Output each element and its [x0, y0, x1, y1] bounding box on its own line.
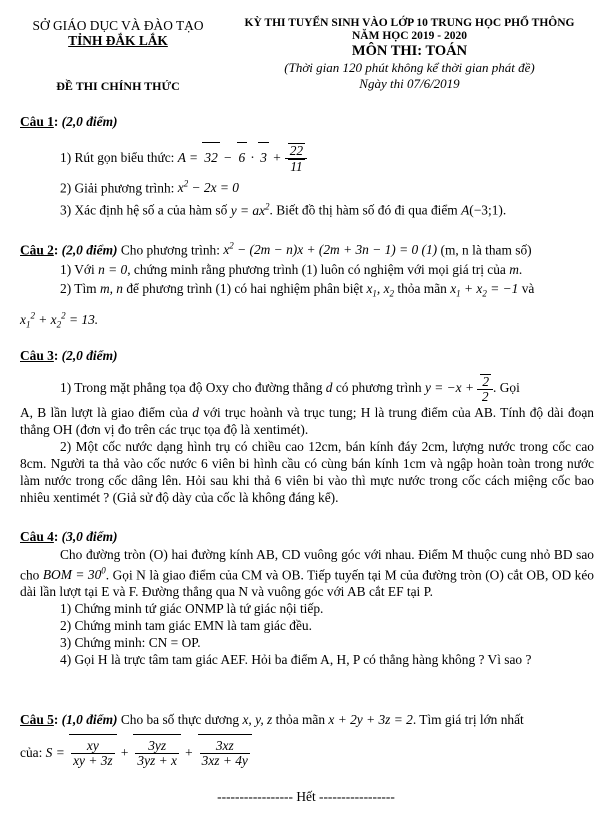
- question-5: [20, 711, 594, 770]
- q2-item-2: 2) Tìm m, n để phương trình (1) có hai nghiệm phân biệt $x_1$, $x_2$ thỏa mãn $x_1 + x_2 = -1$ và: [60, 281, 535, 300]
- question-2-title: Câu 2: [20, 242, 54, 258]
- q2-intro: Câu 2: (2,0 điểm) Cho phương trình: $x^2 - (2m - n)x + (2m + 3n - 1) = 0$ (1) (m, n là tham số): [20, 241, 532, 258]
- department-line-1: SỞ GIÁO DỤC VÀ ĐÀO TẠO: [32, 18, 204, 33]
- exam-date: Ngày thi 07/6/2019: [359, 76, 460, 91]
- q5-expression: của: S = $\frac{xy}{xy + 3z}$ + $\frac{3yz}{3yz + x}$ + $\frac{3xz}{3xz + 4y}$: [20, 734, 594, 770]
- q4-item-4: 4) Gọi H là trực tâm tam giác AEF. Hỏi ba điểm A, H, P có thẳng hàng không ? Vì sao ?: [60, 652, 532, 668]
- end-marker: ----------------- Hết -----------------: [217, 789, 395, 804]
- q1-item-2: 2) Giải phương trình: $x^2 - 2x = 0$: [60, 179, 239, 196]
- exam-header: [222, 17, 597, 92]
- official-label: ĐỀ THI CHÍNH THỨC: [56, 79, 180, 93]
- time-note: (Thời gian 120 phút không kể thời gian phát đề): [284, 60, 535, 75]
- q4-item-2: 2) Chứng minh tam giác EMN là tam giác đều.: [60, 618, 312, 634]
- question-1: Câu 1: (2,0 điểm) 1) Rút gọn biểu thức: A = 32 − 6 · 3 + $\frac{22}{11}$ 2) Giải phương trình: $x^2 - 2x = 0$ 3) Xác định hệ số a của hàm số $y = ax^2$. Biết đồ thị hàm số đó đi qua điểm A(−3;1).: [20, 113, 594, 219]
- question-3: Câu 3: (2,0 điểm) 1) Trong mặt phẳng tọa độ Oxy cho đường thẳng d có phương trình y = −x + $\frac{2}{2}$ . Gọi A, B lần lượt là giao điểm của d với trục hoành và trục tung; H là trung điểm của AB. Tính độ dài đoạn thẳng OH (đơn vị đo trên các trục tọa độ là xentimét). 2) Một cốc nước dạng hình trụ có chiều cao 12cm, bán kính đáy 2cm, lượng nước trong cốc cao 8cm. Người ta thả vào cốc nước 6 viên bi hình cầu có cùng bán kính 1cm và ngập hoàn toàn trong nước làm nước trong cốc dâng lên. Hỏi sau khi thả 6 viên bi vào thì mực nước trong cốc cách miệng cốc bao nhiêu xentimét ? (Giả sử độ dày của cốc là không đáng kể).: [20, 348, 594, 505]
- question-3-title: Câu 3: [20, 348, 54, 363]
- q1-equation: $x^2 - 2x = 0$: [177, 179, 239, 196]
- question-2: [20, 238, 594, 333]
- question-4-points: (3,0 điểm): [61, 529, 118, 544]
- subject-title: MÔN THI: TOÁN: [351, 43, 468, 59]
- question-2-points: (2,0 điểm): [61, 242, 118, 258]
- q3-item-2: 2) Một cốc nước dạng hình trụ có chiều cao 12cm, bán kính đáy 2cm, lượng nước trong cốc cao 8cm. Người ta thả vào cốc nước 6 viên bi hình cầu có cùng bán kính 1cm và ngập hoàn toàn trong nước làm nước trong cốc dâng lên. Hỏi sau khi thả 6 viên bi vào thì mực nước trong cốc cách miệng cốc bao nhiêu xentimét ? (Giả sử độ dày của cốc là không đáng kể).: [20, 439, 594, 505]
- department-line-2: TỈNH ĐẮK LẮK: [68, 33, 168, 48]
- question-5-title: Câu 5: [20, 712, 54, 727]
- question-1-title: Câu 1: [20, 114, 54, 129]
- q2-item-1: 1) Với n = 0, chứng minh rằng phương trình (1) luôn có nghiệm với mọi giá trị của m.: [60, 262, 523, 278]
- q3-item-1: 1) Trong mặt phẳng tọa độ Oxy cho đường thẳng d có phương trình y = −x + $\frac{2}{2}$ . Gọi: [60, 374, 520, 404]
- department-name: [18, 17, 218, 48]
- q4-item-3: 3) Chứng minh: CN = OP.: [60, 635, 201, 651]
- q4-intro: Cho đường tròn (O) hai đường kính AB, CD vuông góc với nhau. Điểm M thuộc cung nhỏ BD sao cho BOM = $30^0$. Gọi N là giao điểm của CM và OB. Tiếp tuyến tại M của đường tròn (O) cắt OB, OD kéo dài lần lượt tại E và F. Đường thẳng qua N và vuông góc với AB cắt EF tại P.: [20, 547, 594, 600]
- question-3-points: (2,0 điểm): [61, 348, 118, 363]
- school-year: NĂM HỌC 2019 - 2020: [352, 30, 467, 42]
- q4-item-1: 1) Chứng minh tứ giác ONMP là tứ giác nội tiếp.: [60, 601, 324, 617]
- question-5-points: (1,0 điểm): [61, 712, 118, 727]
- question-4-title: Câu 4: [20, 529, 54, 544]
- question-1-points: (2,0 điểm): [61, 114, 118, 129]
- question-4: Câu 4: (3,0 điểm) Cho đường tròn (O) hai đường kính AB, CD vuông góc với nhau. Điểm M thuộc cung nhỏ BD sao cho BOM = $30^0$. Gọi N là giao điểm của CM và OB. Tiếp tuyến tại M của đường tròn (O) cắt OB, OD kéo dài lần lượt tại E và F. Đường thẳng qua N và vuông góc với AB cắt EF tại P. 1) Chứng minh tứ giác ONMP là tứ giác nội tiếp. 2) Chứng minh tam giác EMN là tam giác đều. 3) Chứng minh: CN = OP. 4) Gọi H là trực tâm tam giác AEF. Hỏi ba điểm A, H, P có thẳng hàng không ? Vì sao ?: [20, 529, 594, 668]
- q1-item-3: 3) Xác định hệ số a của hàm số $y = ax^2$. Biết đồ thị hàm số đó đi qua điểm A(−3;1).: [60, 201, 507, 218]
- q1-expression: A = 32 − 6 · 3 + $\frac{22}{11}$: [178, 150, 307, 165]
- q5-intro: Câu 5: (1,0 điểm) Cho ba số thực dương x, y, z thỏa mãn x + 2y + 3z = 2. Tìm giá trị lớn nhất: [20, 712, 524, 727]
- q2-item-2-cont: $x_1^2 + x_2^2 = 13$.: [20, 310, 99, 330]
- q3-item-1-cont: A, B lần lượt là giao điểm của d với trục hoành và trục tung; H là trung điểm của AB. Tính độ dài đoạn thẳng OH (đơn vị đo trên các trục tọa độ là xentimét).: [20, 405, 594, 437]
- q1-item-1: 1) Rút gọn biểu thức: A = 32 − 6 · 3 + $\frac{22}{11}$: [20, 142, 594, 172]
- exam-title: KỲ THI TUYỂN SINH VÀO LỚP 10 TRUNG HỌC PHỔ THÔNG: [244, 17, 575, 29]
